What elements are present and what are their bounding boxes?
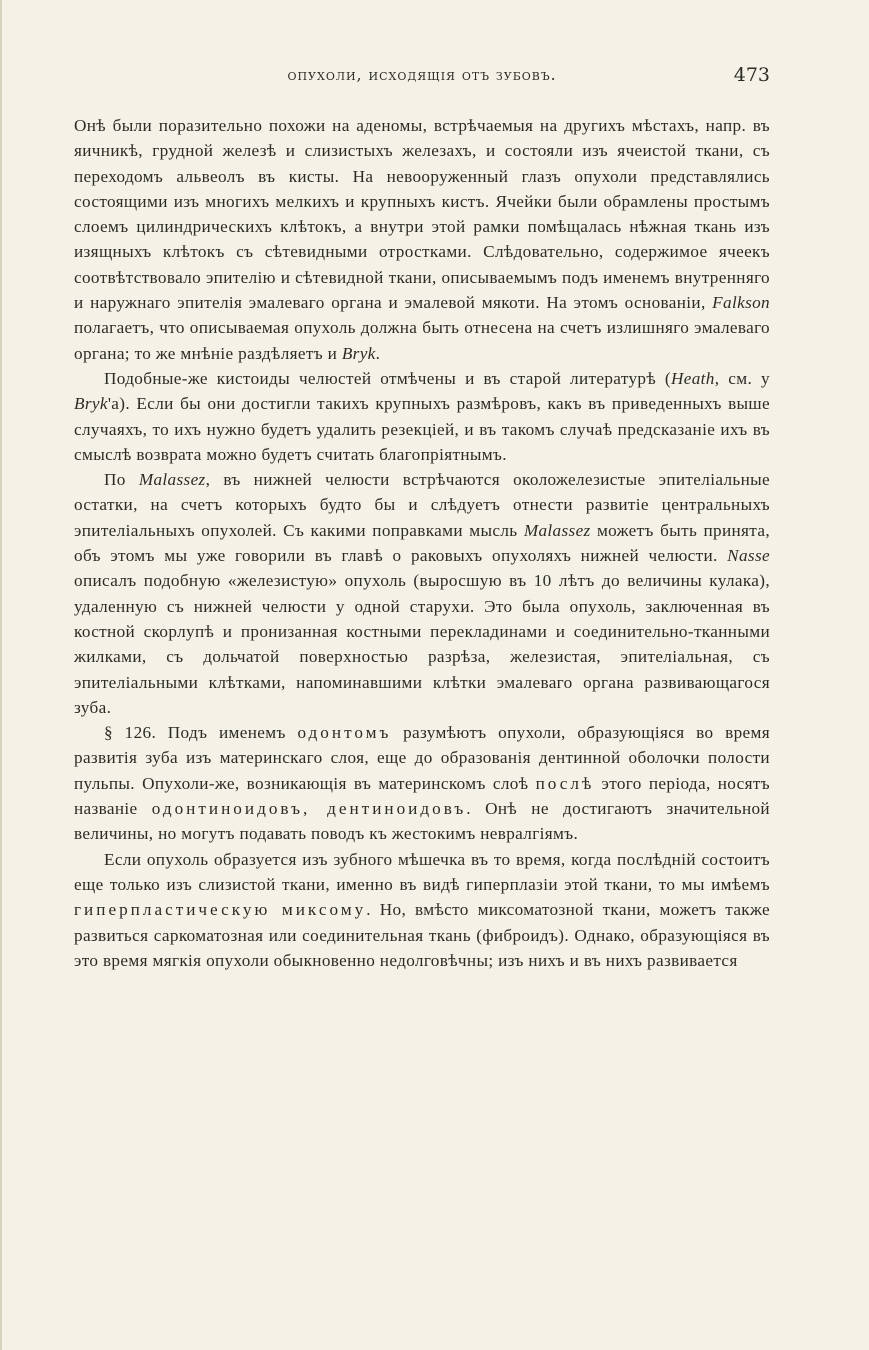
text-run: . (375, 343, 381, 363)
author-name: Malassez (523, 520, 591, 540)
text-run: . Но, вмѣсто миксоматозной ткани, можетъ также развиться саркоматозная или соединительная ткань (фиброидъ). Однако, образующіяся въ это время мягкія опухоли обыкновенно недолговѣчны; изъ нихъ и въ нихъ развивается (74, 900, 770, 970)
text-run: , въ нижней челюсти встрѣчаются околожелезистые эпителіальные остатки, на счетъ которыхъ будто бы и слѣдуетъ отнести развитіе центральныхъ эпителіальныхъ опухолей. Съ какими поправками мысль (74, 470, 770, 540)
paragraph-4 (74, 720, 770, 846)
author-name: Heath (671, 368, 715, 388)
running-head: опухоли, исходящія отъ зубовъ. (287, 66, 557, 84)
text-run: описалъ подобную «железистую» опухоль (выросшую въ 10 лѣтъ до величины кулака), удаленную съ нижней челюсти у одной старухи. Это была опухоль, заключенная въ костной скорлупѣ и пронизанная костными перекладинами и соединительно-тканными жилками, съ дольчатой поверхностью разрѣза, железистая, эпителіальная, съ эпителіальными клѣтками, напоминавшими клѣтки эмалеваго органа развивающагося зуба. (74, 571, 770, 717)
author-name: Malassez (138, 470, 206, 490)
spaced-term: гиперпластическую миксому (74, 900, 367, 920)
text-run: полагаетъ, что описываемая опухоль должна быть отнесена на счетъ излишняго эмалеваго органа; то же мнѣніе раздѣляетъ и (74, 318, 770, 363)
spaced-term: послѣ (535, 773, 595, 793)
paragraph-5 (74, 847, 770, 973)
text-run: можетъ быть принята, объ этомъ мы уже говорили въ главѣ о раковыхъ опухоляхъ нижней челюсти. (74, 520, 770, 566)
page-number: 473 (733, 64, 770, 86)
author-name: Bryk (341, 343, 376, 363)
text-run: 'а). Если бы они достигли такихъ крупныхъ размѣровъ, какъ въ приведенныхъ выше случаяхъ, то ихъ нужно будетъ удалить резекціей, и въ такомъ случаѣ предсказаніе ихъ въ смыслѣ возврата можно будетъ считать благопріятнымъ. (74, 394, 770, 464)
author-name: Falkson (712, 293, 770, 313)
text-run: По (104, 470, 126, 490)
text-run: Подобные-же кистоиды челюстей отмѣчены и въ старой литературѣ ( (104, 368, 671, 388)
text-run: разумѣютъ опухоли, образующіяся во время развитія зуба изъ материнскаго слоя, еще до образованія дентинной оболочки полости пульпы. Опухоли-же, возникающія въ материнскомъ слоѣ (74, 723, 770, 793)
author-name: Bryk (74, 394, 108, 414)
spaced-term: одонтиноидовъ, дентиноидовъ (151, 799, 467, 819)
paragraph-1 (74, 113, 770, 366)
text-run: , см. у (714, 368, 770, 388)
paragraph-3 (74, 467, 770, 720)
page-edge (0, 0, 2, 1350)
text-run: Онѣ были поразительно похожи на аденомы, встрѣчаемыя на другихъ мѣстахъ, напр. въ яичникѣ, грудной железѣ и слизистыхъ железахъ, и состояли изъ ячеистой ткани, съ переходомъ альвеолъ въ кисты. На невооруженный глазъ опухоли представлялись состоящими изъ многихъ мелкихъ и крупныхъ кистъ. Ячейки были обрамлены простымъ слоемъ цилиндрическихъ клѣтокъ, а внутри этой рамки помѣщалась нѣжная ткань изъ изящныхъ клѣтокъ съ сѣтевидными отростками. Слѣдовательно, содержимое ячеекъ соотвѣтствовало эпителію и сѣтевидной ткани, описываемымъ подъ именемъ внутренняго и наружнаго эпителія эмалеваго органа и эмалевой мякоти. На этомъ основаніи, (74, 116, 770, 313)
text-run: . Онѣ не достигаютъ значительной величины, но могутъ подавать поводъ къ жестокимъ невралгіямъ. (74, 799, 770, 844)
author-name: Nasse (727, 546, 770, 566)
page-header (74, 62, 770, 92)
text-run: этого періода, носятъ названіе (74, 773, 771, 819)
text-run: Если опухоль образуется изъ зубного мѣшечка въ то время, когда послѣдній состоитъ еще только изъ слизистой ткани, именно въ видѣ гиперплазіи этой ткани, то мы имѣемъ (74, 849, 770, 894)
spaced-term: одонтомъ (297, 723, 392, 743)
text-run: § 126. Подъ именемъ (104, 723, 286, 743)
paragraph-2 (74, 366, 770, 467)
body-text (74, 113, 770, 973)
